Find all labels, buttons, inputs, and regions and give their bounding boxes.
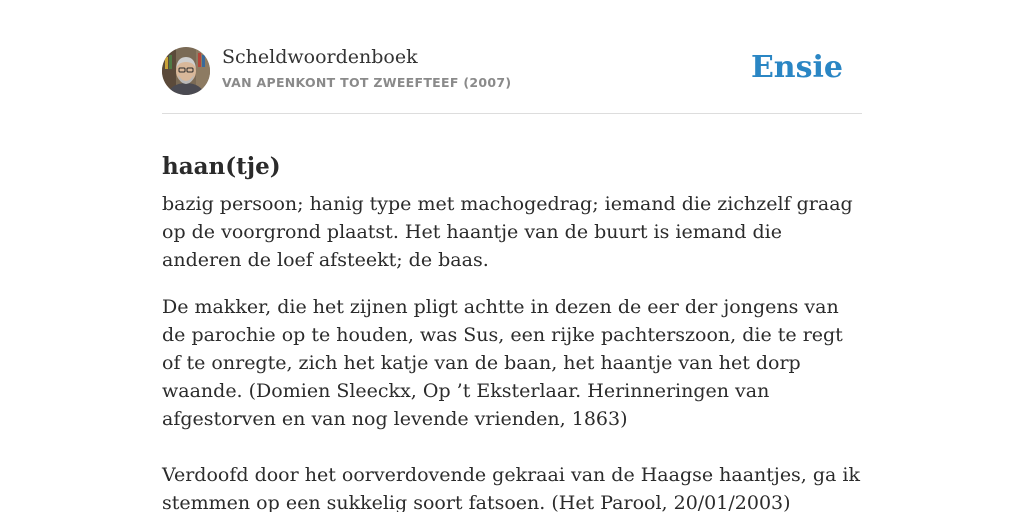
entry-title: haan(tje) (162, 153, 281, 181)
source-header (162, 46, 862, 96)
source-subtitle: VAN APENKONT TOT ZWEEFTEEF (2007) (222, 75, 512, 90)
entry-definition: bazig persoon; hanig type met machogedrag; iemand die zichzelf graag op de voorgrond plaatst. Het haantje van de buurt is iemand die anderen de loef afsteekt; de baas. (162, 193, 853, 271)
author-avatar[interactable] (162, 47, 210, 95)
entry-quote: De makker, die het zijnen pligt achtte in dezen de eer der jongens van de parochie op te houden, was Sus, een rijke pachterszoon, die te regt of te onregte, zich het katje van de baan, het haantje van het dorp waande. (Domien Sleeckx, Op ’t Eksterlaar. Herinneringen van afgestorven en van nog levende vrienden, 1863) (162, 296, 843, 430)
source-title[interactable]: Scheldwoordenboek (222, 46, 418, 68)
author-portrait-icon (162, 47, 210, 95)
entry-quote: Verdoofd door het oorverdovende gekraai van de Haagse haantjes, ga ik stemmen op een sukkelig soort fatsoen. (Het Parool, 20/01/2003) (162, 464, 861, 512)
entry-content (162, 190, 862, 512)
ensie-logo[interactable]: Ensie (750, 50, 843, 85)
header-divider (162, 113, 862, 114)
